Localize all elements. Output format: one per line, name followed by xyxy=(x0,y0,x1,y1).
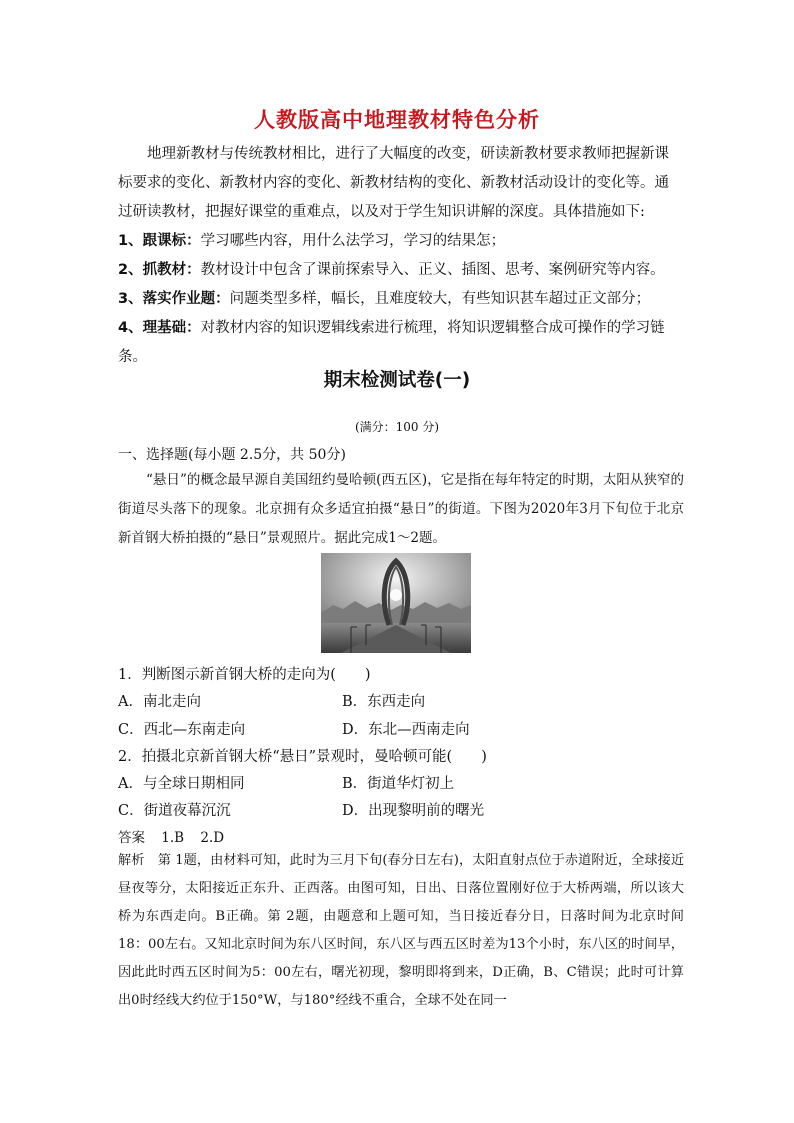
point-text: 对教材内容的知识逻辑线索进行梳理，将知识逻辑整合成可操作的学习链条。 xyxy=(118,320,665,365)
question-1-option-b: B．东西走向 xyxy=(342,694,426,710)
answer-2: 2.D xyxy=(200,830,225,846)
material-text: “悬日”的概念最早源自美国纽约曼哈顿(西五区)，它是指在每年特定的时期，太阳从狭窄的街道尽头落下的现象。北京拥有众多适宜拍摄“悬日”的街道。下图为2020年3月下旬位于北京新首钢大桥拍摄的“悬日”景观照片。据此完成1～2题。 xyxy=(118,472,684,546)
question-2-option-a: A．与全球日期相同 xyxy=(118,776,245,792)
explanation-paragraph xyxy=(118,847,684,1015)
exam-score: (满分：100 分) xyxy=(354,420,440,434)
point-text: 学习哪些内容，用什么法学习，学习的结果怎； xyxy=(200,233,506,249)
document-title: 人教版高中地理教材特色分析 xyxy=(254,108,540,132)
answer-line xyxy=(118,826,236,846)
point-label: 2、抓教材： xyxy=(118,262,201,278)
section-heading: 一、选择题(每小题 2.5分，共 50分) xyxy=(118,447,346,463)
intro-point xyxy=(118,227,683,256)
question-2-option-c: C．街道夜幕沉沉 xyxy=(118,803,231,819)
explanation-block xyxy=(118,847,684,1015)
intro-section xyxy=(118,140,683,372)
answer-1: 1.B xyxy=(161,830,185,846)
bridge-sunset-photo xyxy=(321,553,471,653)
explanation-text: 第 1题，由材料可知，此时为三月下旬(春分日左右)，太阳直射点位于赤道附近，全球接近昼夜等分，太阳接近正东升、正西落。由图可知，日出、日落位置刚好位于大桥两端，所以该大桥为东西走向。B正确。第 2题，由题意和上题可知，当日接近春分日，日落时间为北京时间18：00左右。又知北京时间为东八区时间，东八区与西五区时差为13个小时，东八区的时间早，因此此时西五区时间为5：00左右，曙光初现，黎明即将到来，D正确，B、C错误；此时可计算出0时经线大约位于150°W，与180°经线不重合，全球不处在同一 xyxy=(118,853,685,1008)
exam-title: 期末检测试卷(一) xyxy=(323,370,471,391)
question-1-option-a: A．南北走向 xyxy=(118,694,201,710)
question-2-option-d: D．出现黎明前的曙光 xyxy=(342,803,485,819)
question-1-stem: 1．判断图示新首钢大桥的走向为( ) xyxy=(118,667,371,683)
question-2-stem: 2．拍摄北京新首钢大桥“悬日”景观时，曼哈顿可能( ) xyxy=(118,749,487,765)
point-label: 3、落实作业题： xyxy=(118,291,230,307)
question-2-option-b: B．街道华灯初上 xyxy=(342,776,455,792)
intro-point xyxy=(118,256,683,285)
question-1-option-c: C．西北—东南走向 xyxy=(118,722,246,738)
question-1-option-d: D．东北—西南走向 xyxy=(342,722,470,738)
explanation-label: 解析 xyxy=(118,853,145,868)
intro-point xyxy=(118,314,683,372)
intro-point xyxy=(118,285,683,314)
answer-label: 答案 xyxy=(118,830,145,846)
point-text: 问题类型多样，幅长，且难度较大，有些知识甚车超过正文部分； xyxy=(229,291,651,307)
intro-paragraph: 地理新教材与传统教材相比，进行了大幅度的改变，研读新教材要求教师把握新课标要求的变化、新教材内容的变化、新教材结构的变化、新教材活动设计的变化等。通过研读教材，把握好课堂的重难点，以及对于学生知识讲解的深度。具体措施如下: xyxy=(118,146,669,220)
point-label: 1、跟课标： xyxy=(118,233,201,249)
question-material xyxy=(118,466,684,553)
point-label: 4、理基础： xyxy=(118,320,201,336)
point-text: 教材设计中包含了课前探索导入、正义、插图、思考、案例研究等内容。 xyxy=(200,262,665,278)
